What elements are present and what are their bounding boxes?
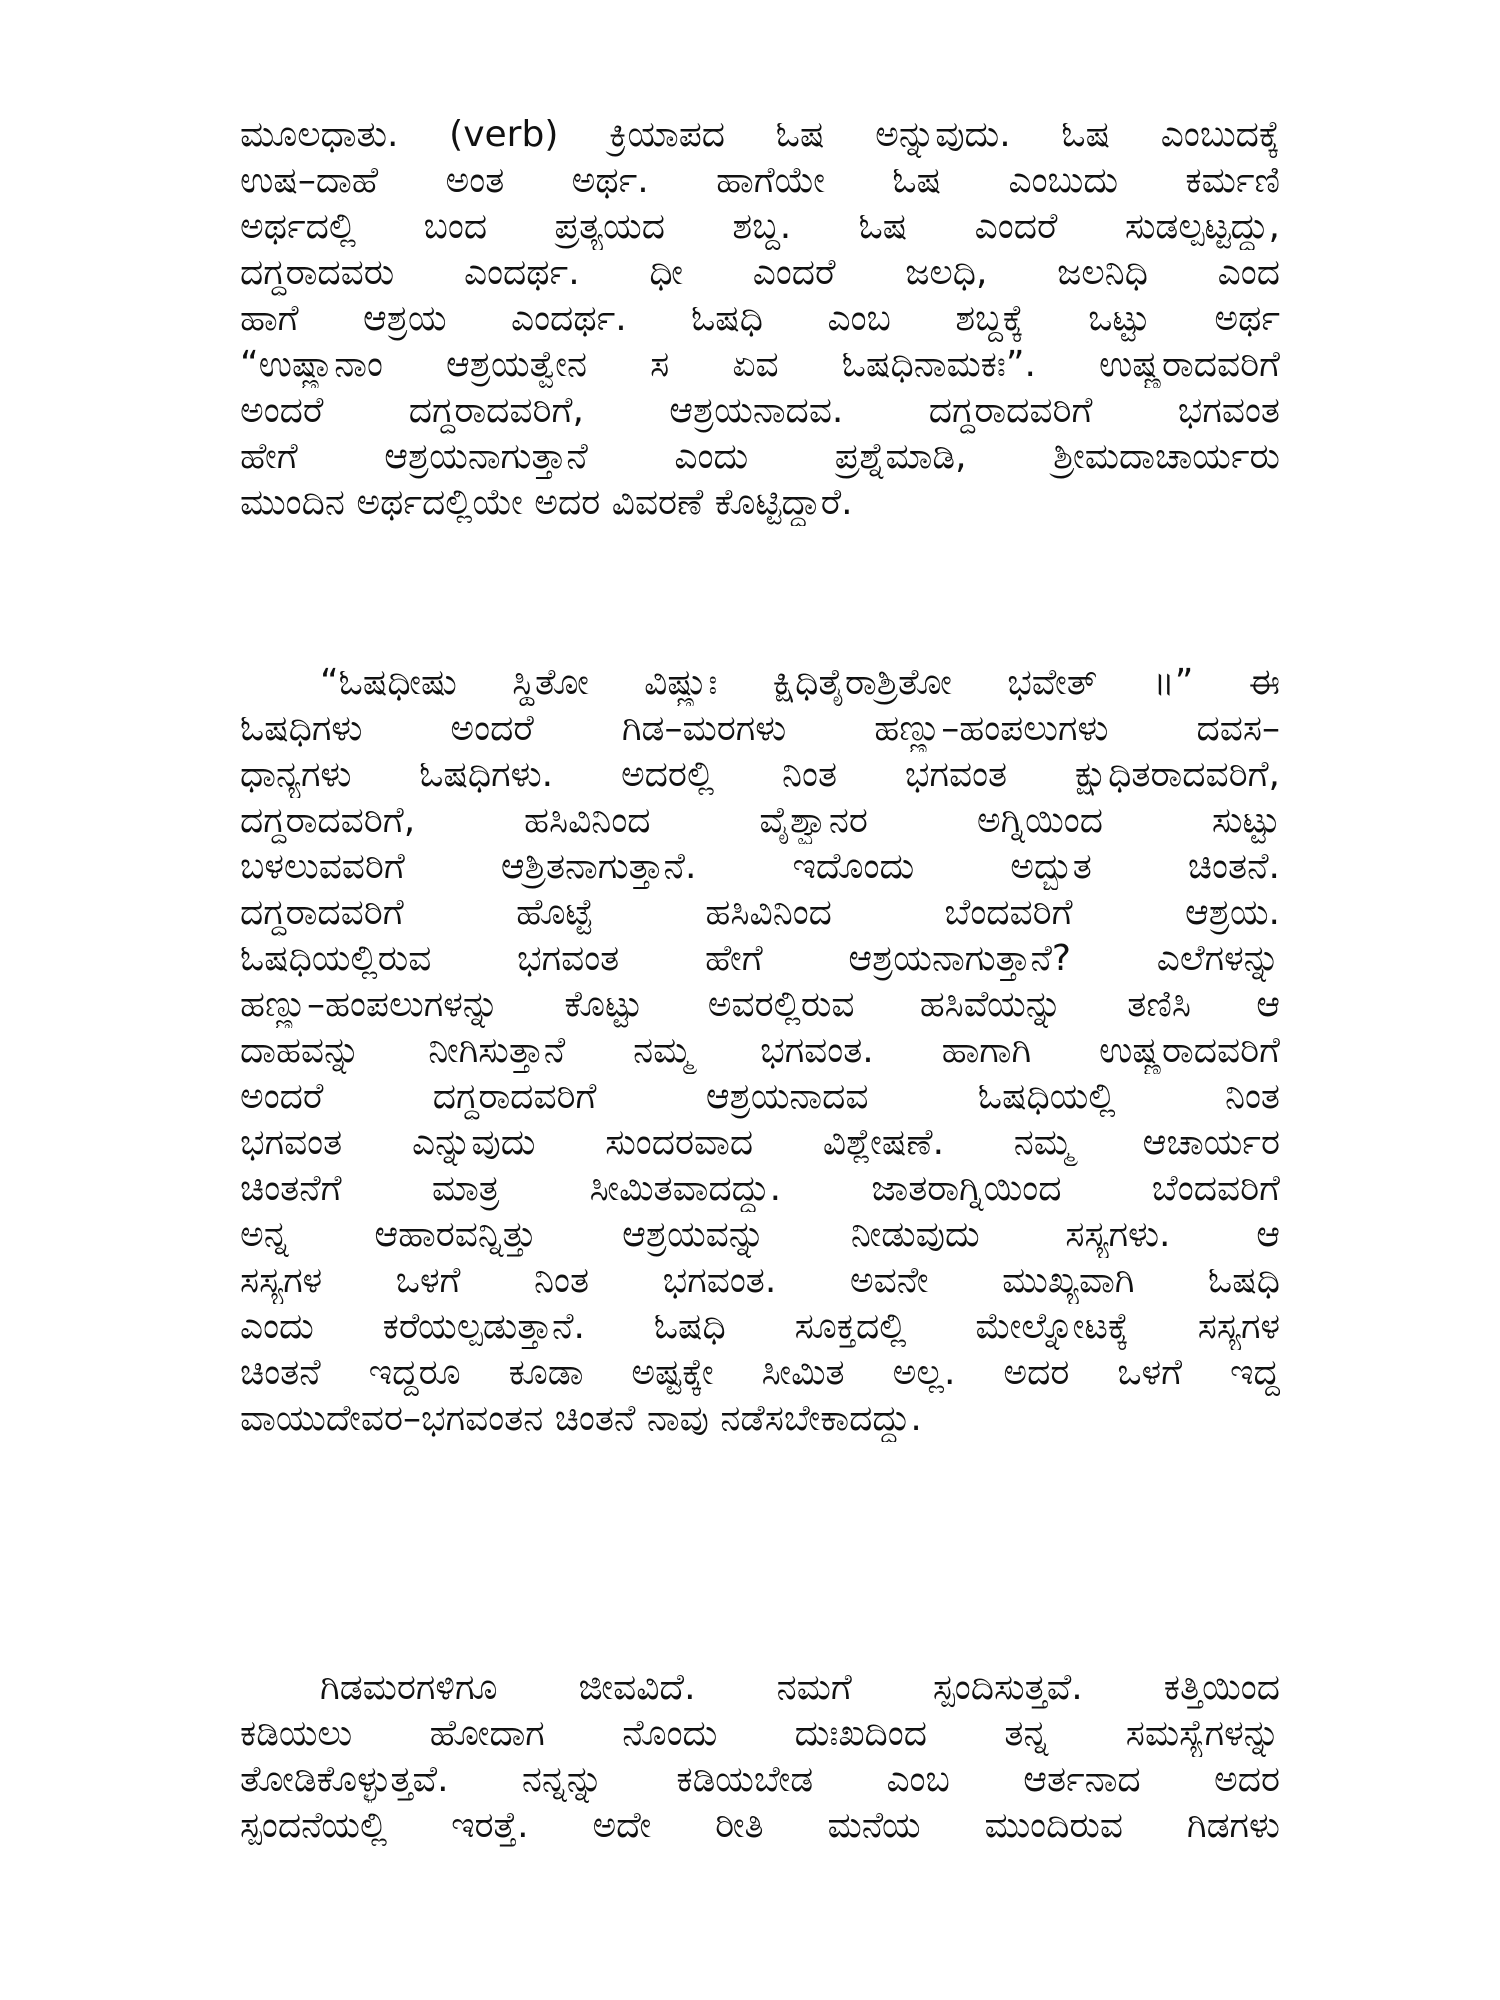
text-line: “ಓಷಧೀಷು ಸ್ಥಿತೋ ವಿಷ್ಣುಃ ಕ್ಷಿಧಿತೈರಾಶ್ರಿತೋ ಭವೇತ್ ॥” ಈ (320, 662, 1280, 703)
text-line: ಸಸ್ಯಗಳ ಒಳಗೆ ನಿಂತ ಭಗವಂತ. ಅವನೇ ಮುಖ್ಯವಾಗಿ ಓಷಧಿ (240, 1260, 1280, 1301)
text-line: ಬಳಲುವವರಿಗೆ ಆಶ್ರಿತನಾಗುತ್ತಾನೆ. ಇದೊಂದು ಅದ್ಭುತ ಚಿಂತನೆ. (240, 846, 1280, 887)
text-line: ಎಂದು ಕರೆಯಲ್ಪಡುತ್ತಾನೆ. ಓಷಧಿ ಸೂಕ್ತದಲ್ಲಿ ಮೇಲ್ನೋಟಕ್ಕೆ ಸಸ್ಯಗಳ (240, 1306, 1280, 1347)
text-line: ಓಷಧಿಗಳು ಅಂದರೆ ಗಿಡ–ಮರಗಳು ಹಣ್ಣು–ಹಂಪಲುಗಳು ದವಸ– (240, 708, 1280, 749)
text-line: “ಉಷ್ಣಾನಾಂ ಆಶ್ರಯತ್ವೇನ ಸ ಏವ ಓಷಧಿನಾಮಕಃ”. ಉಷ್ಣರಾದವರಿಗೆ (240, 344, 1280, 385)
text-line: ಧಾನ್ಯಗಳು ಓಷಧಿಗಳು. ಅದರಲ್ಲಿ ನಿಂತ ಭಗವಂತ ಕ್ಷುಧಿತರಾದವರಿಗೆ, (240, 754, 1280, 795)
text-line: ಅಂದರೆ ದಗ್ಧರಾದವರಿಗೆ, ಆಶ್ರಯನಾದವ. ದಗ್ಧರಾದವರಿಗೆ ಭಗವಂತ (240, 390, 1280, 431)
paragraph-3 (240, 1665, 1280, 1849)
text-line: ವಾಯುದೇವರ–ಭಗವಂತನ ಚಿಂತನೆ ನಾವು ನಡೆಸಬೇಕಾದದ್ದು. (240, 1398, 922, 1439)
text-line: ದಗ್ಧರಾದವರಿಗೆ ಹೊಟ್ಟೆ ಹಸಿವಿನಿಂದ ಬೆಂದವರಿಗೆ ಆಶ್ರಯ. (240, 892, 1280, 933)
text-line: ಅನ್ನ ಆಹಾರವನ್ನಿತ್ತು ಆಶ್ರಯವನ್ನು ನೀಡುವುದು ಸಸ್ಯಗಳು. ಆ (240, 1214, 1280, 1255)
text-line: ಹಣ್ಣು–ಹಂಪಲುಗಳನ್ನು ಕೊಟ್ಟು ಅವರಲ್ಲಿರುವ ಹಸಿವೆಯನ್ನು ತಣಿಸಿ ಆ (240, 984, 1280, 1025)
text-line: ದಗ್ಧರಾದವರಿಗೆ, ಹಸಿವಿನಿಂದ ವೈಶ್ವಾನರ ಅಗ್ನಿಯಿಂದ ಸುಟ್ಟು (240, 800, 1280, 841)
text-line: ಚಿಂತನೆ ಇದ್ದರೂ ಕೂಡಾ ಅಷ್ಟಕ್ಕೇ ಸೀಮಿತ ಅಲ್ಲ. ಅದರ ಒಳಗೆ ಇದ್ದ (240, 1352, 1280, 1393)
paragraph-1 (240, 112, 1280, 526)
text-line: ಕಡಿಯಲು ಹೋದಾಗ ನೊಂದು ದುಃಖದಿಂದ ತನ್ನ ಸಮಸ್ಯೆಗಳನ್ನು (240, 1713, 1280, 1754)
text-line: ದಾಹವನ್ನು ನೀಗಿಸುತ್ತಾನೆ ನಮ್ಮ ಭಗವಂತ. ಹಾಗಾಗಿ ಉಷ್ಣರಾದವರಿಗೆ (240, 1030, 1280, 1071)
text-line: ಅಂದರೆ ದಗ್ಧರಾದವರಿಗೆ ಆಶ್ರಯನಾದವ ಓಷಧಿಯಲ್ಲಿ ನಿಂತ (240, 1076, 1280, 1117)
text-line: ಹೇಗೆ ಆಶ್ರಯನಾಗುತ್ತಾನೆ ಎಂದು ಪ್ರಶ್ನೆಮಾಡಿ, ಶ್ರೀಮದಾಚಾರ್ಯರು (240, 436, 1280, 477)
text-line: ಓಷಧಿಯಲ್ಲಿರುವ ಭಗವಂತ ಹೇಗೆ ಆಶ್ರಯನಾಗುತ್ತಾನೆ? ಎಲೆಗಳನ್ನು (240, 938, 1280, 979)
text-line: ಸ್ಪಂದನೆಯಲ್ಲಿ ಇರತ್ತೆ. ಅದೇ ರೀತಿ ಮನೆಯ ಮುಂದಿರುವ ಗಿಡಗಳು (240, 1805, 1280, 1846)
paragraph-2 (240, 660, 1280, 1442)
text-line: ಹಾಗೆ ಆಶ್ರಯ ಎಂದರ್ಥ. ಓಷಧಿ ಎಂಬ ಶಬ್ದಕ್ಕೆ ಒಟ್ಟು ಅರ್ಥ (240, 298, 1280, 339)
text-line: ಉಷ–ದಾಹೆ ಅಂತ ಅರ್ಥ. ಹಾಗೆಯೇ ಓಷ ಎಂಬುದು ಕರ್ಮಣಿ (240, 160, 1280, 201)
text-line: ಮೂಲಧಾತು. (verb) ಕ್ರಿಯಾಪದ ಓಷ ಅನ್ನುವುದು. ಓಷ ಎಂಬುದಕ್ಕೆ (240, 114, 1280, 155)
text-line: ಗಿಡಮರಗಳಿಗೂ ಜೀವವಿದೆ. ನಮಗೆ ಸ್ಪಂದಿಸುತ್ತವೆ. ಕತ್ತಿಯಿಂದ (320, 1667, 1280, 1708)
text-line: ತೋಡಿಕೊಳ್ಳುತ್ತವೆ. ನನ್ನನ್ನು ಕಡಿಯಬೇಡ ಎಂಬ ಆರ್ತನಾದ ಅದರ (240, 1759, 1280, 1800)
text-line: ಅರ್ಥದಲ್ಲಿ ಬಂದ ಪ್ರತ್ಯಯದ ಶಬ್ದ. ಓಷ ಎಂದರೆ ಸುಡಲ್ಪಟ್ಟದ್ದು, (240, 206, 1280, 247)
text-line: ಮುಂದಿನ ಅರ್ಥದಲ್ಲಿಯೇ ಅದರ ವಿವರಣೆ ಕೊಟ್ಟಿದ್ದಾರೆ. (240, 482, 853, 523)
text-line: ದಗ್ಧರಾದವರು ಎಂದರ್ಥ. ಧೀ ಎಂದರೆ ಜಲಧಿ, ಜಲನಿಧಿ ಎಂದ (240, 252, 1280, 293)
text-line: ಭಗವಂತ ಎನ್ನುವುದು ಸುಂದರವಾದ ವಿಶ್ಲೇಷಣೆ. ನಮ್ಮ ಆಚಾರ್ಯರ (240, 1122, 1280, 1163)
text-line: ಚಿಂತನೆಗೆ ಮಾತ್ರ ಸೀಮಿತವಾದದ್ದು. ಜಾತರಾಗ್ನಿಯಿಂದ ಬೆಂದವರಿಗೆ (240, 1168, 1280, 1209)
